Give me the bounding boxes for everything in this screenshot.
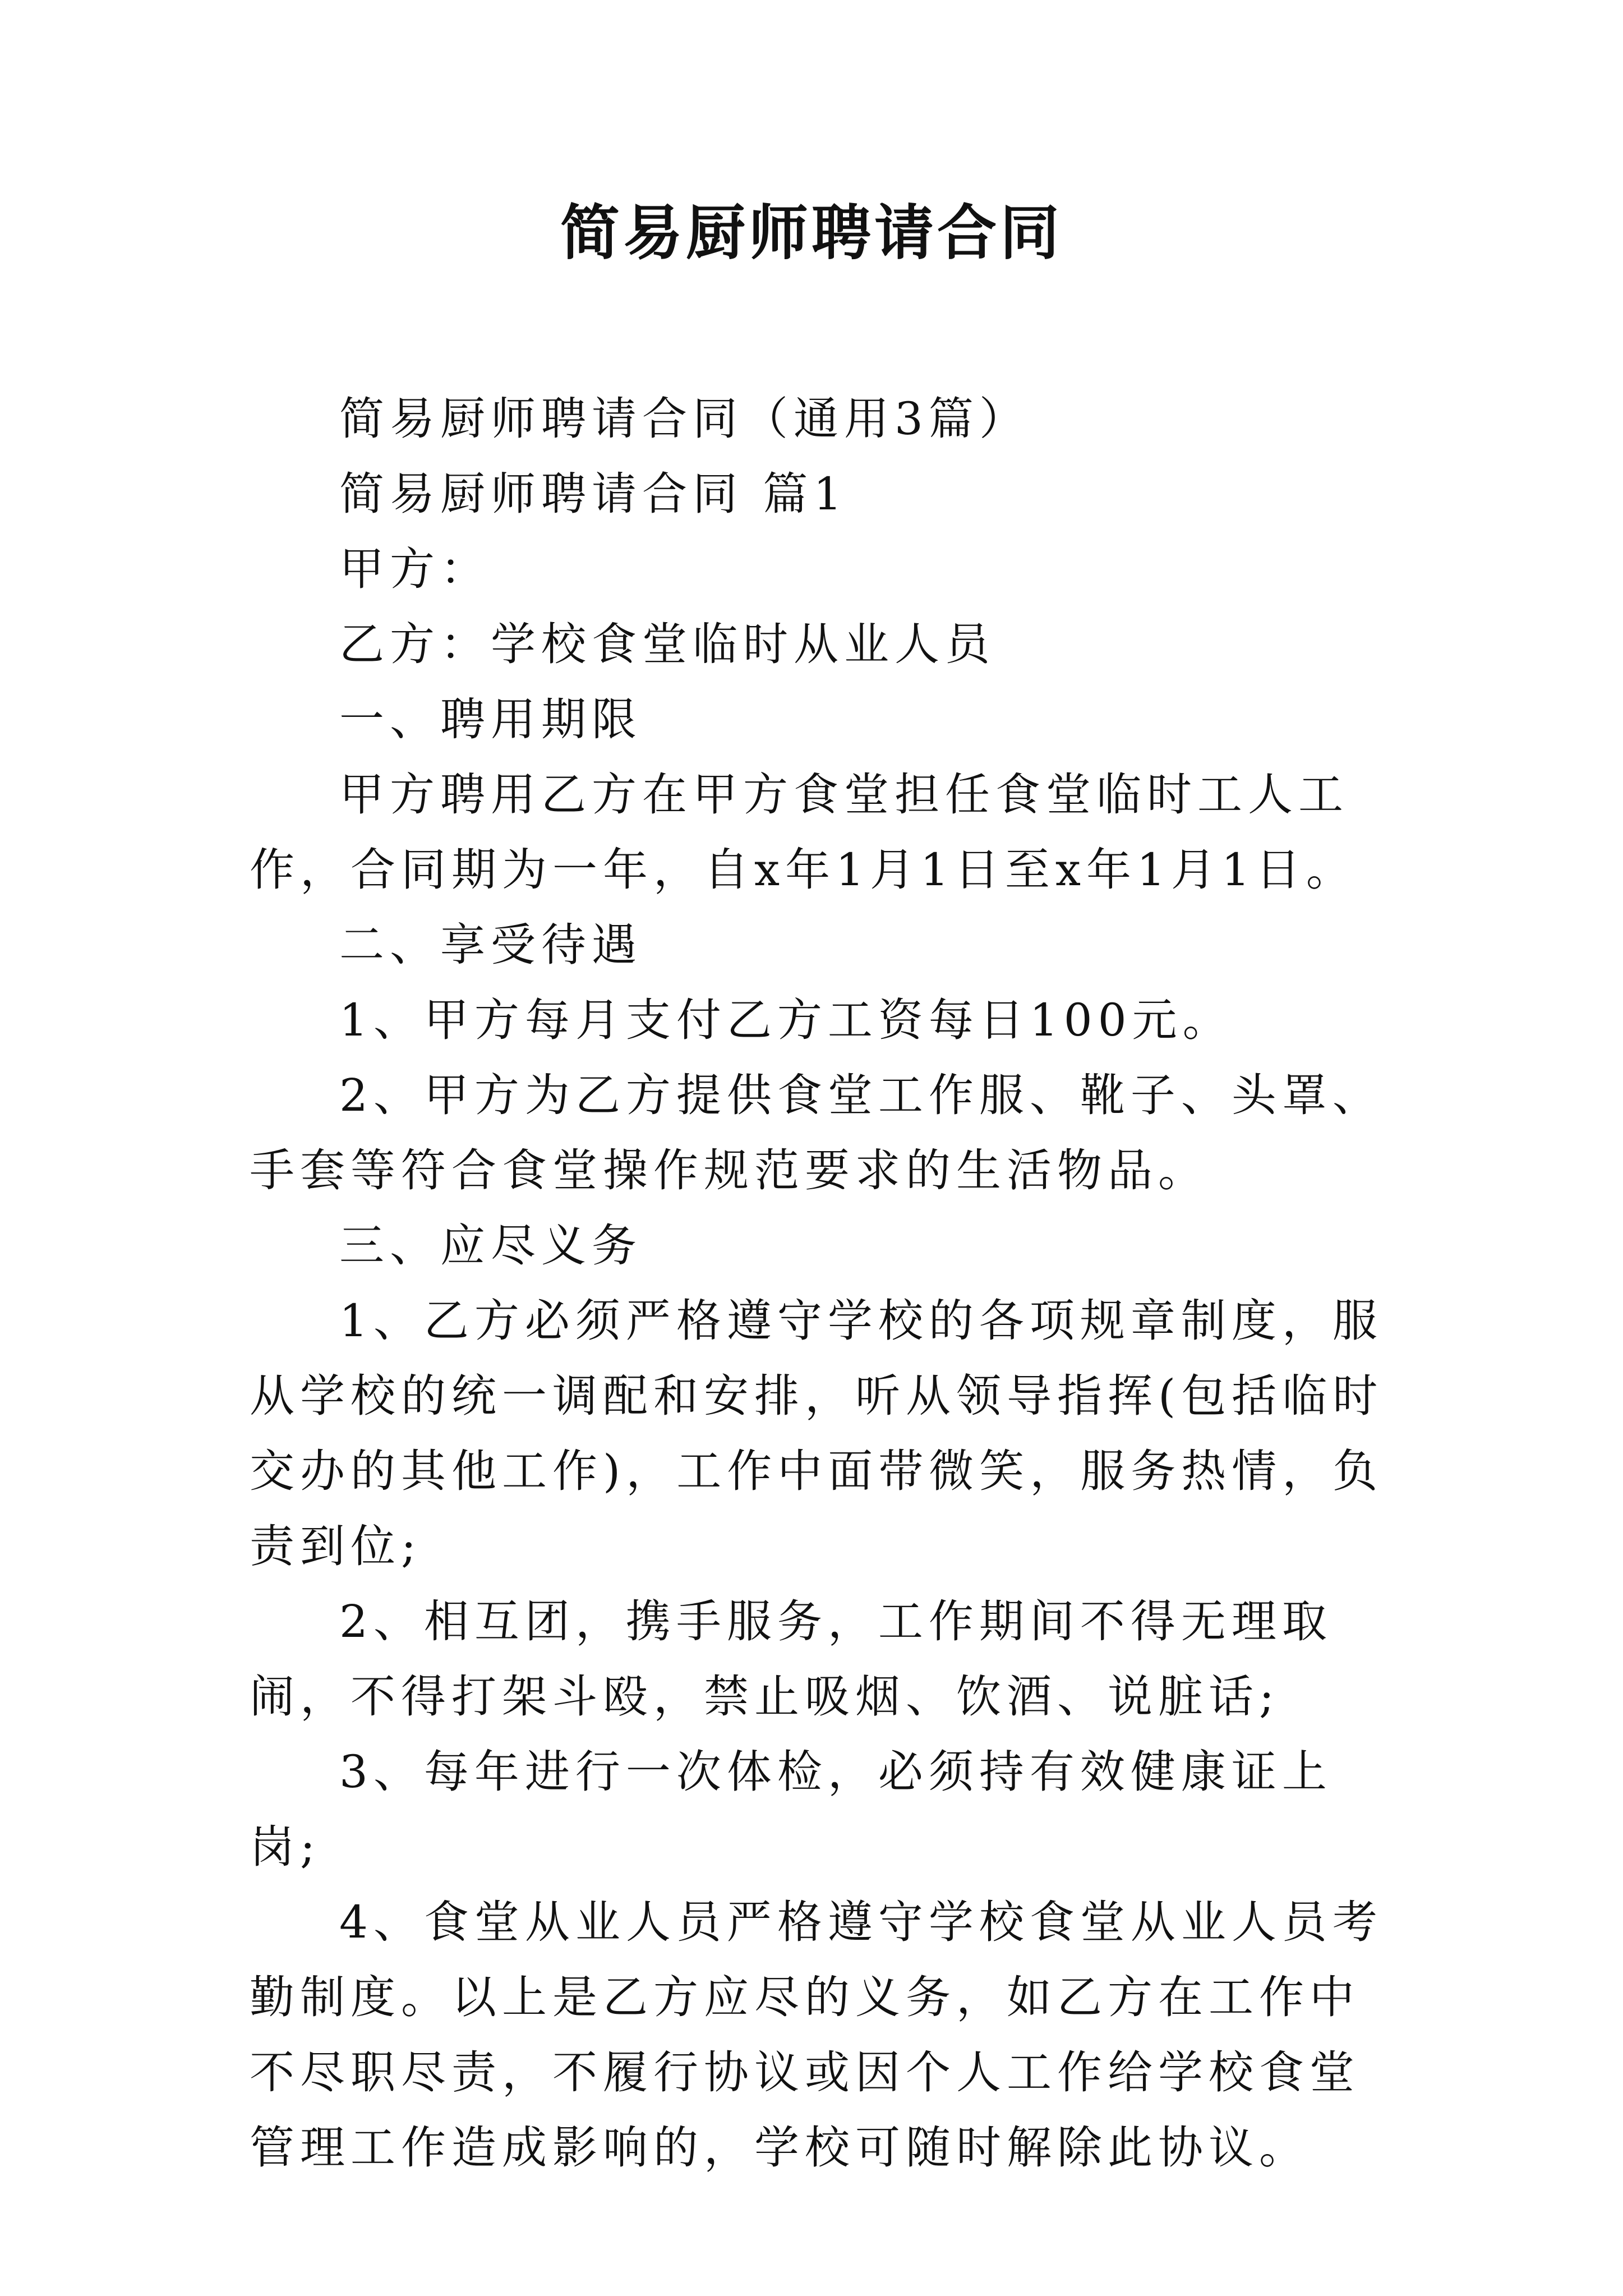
document-body — [250, 381, 1385, 2185]
section-heading: 一、聘用期限 — [339, 693, 642, 746]
document-title: 简易厨师聘请合同 — [560, 197, 1063, 268]
paragraph: 1、乙方必须严格遵守学校的各项规章制度，服从学校的统一调配和安排，听从领导指挥(包括临时交办的其他工作)，工作中面带微笑，服务热情，负责到位; — [250, 1295, 1384, 1572]
paragraph: 甲方： — [339, 543, 491, 595]
section-heading: 三、应尽义务 — [339, 1220, 642, 1272]
paragraph: 2、相互团，携手服务，工作期间不得无理取闹，不得打架斗殴，禁止吸烟、饮酒、说脏话; — [250, 1595, 1332, 1723]
paragraph: 乙方：学校食堂临时从业人员 — [339, 618, 995, 670]
section-heading: 二、享受待遇 — [339, 919, 642, 971]
paragraph: 简易厨师聘请合同（通用3篇） — [339, 393, 1030, 445]
paragraph: 4、食堂从业人员严格遵守学校食堂从业人员考勤制度。以上是乙方应尽的义务，如乙方在工作中不尽职尽责，不履行协议或因个人工作给学校食堂管理工作造成影响的，学校可随时解除此协议。 — [250, 1896, 1383, 2174]
paragraph: 3、每年进行一次体检，必须持有效健康证上岗; — [250, 1746, 1332, 1873]
paragraph: 简易厨师聘请合同 篇1 — [339, 468, 848, 520]
paragraph: 2、甲方为乙方提供食堂工作服、靴子、头罩、手套等符合食堂操作规范要求的生活物品。 — [250, 1069, 1383, 1197]
paragraph: 甲方聘用乙方在甲方食堂担任食堂临时工人工作，合同期为一年，自x年1月1日至x年1月1日。 — [250, 769, 1357, 896]
paragraph: 1、甲方每月支付乙方工资每日100元。 — [339, 994, 1233, 1046]
